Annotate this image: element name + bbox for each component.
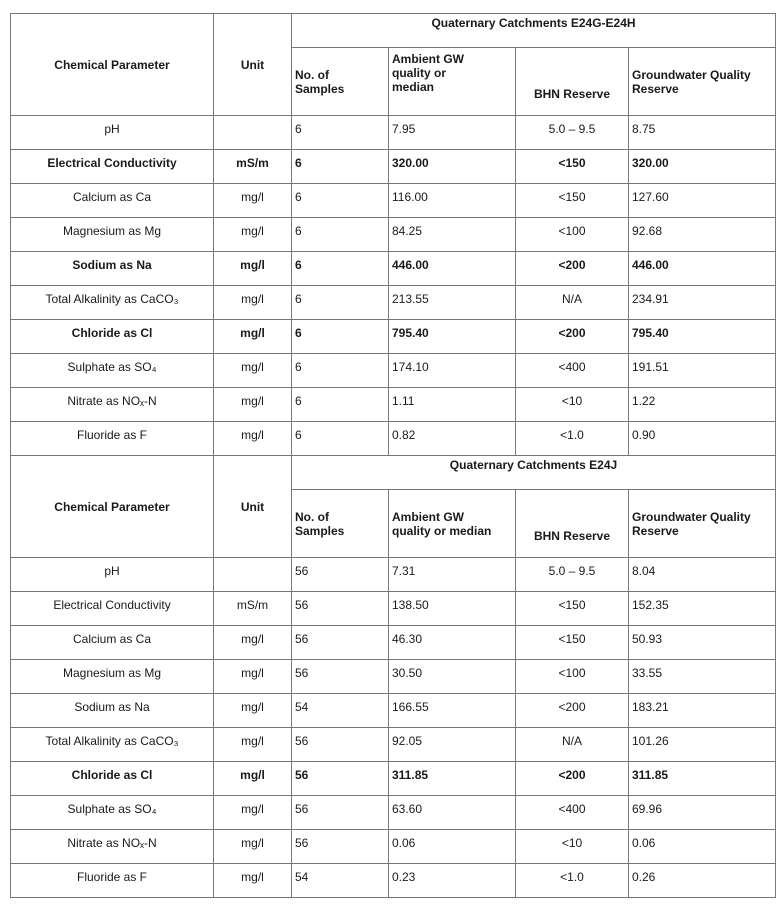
header-chemical-parameter: Chemical Parameter [11, 14, 214, 116]
cell-ambient-gw-quality: 0.23 [389, 864, 516, 898]
cell-bhn-reserve: <150 [516, 626, 629, 660]
cell-groundwater-quality-reserve: 101.26 [629, 728, 776, 762]
cell-ambient-gw-quality: 92.05 [389, 728, 516, 762]
cell-ambient-gw-quality: 320.00 [389, 150, 516, 184]
header-groundwater-quality-reserve: Groundwater Quality Reserve [629, 48, 776, 116]
cell-no-of-samples: 6 [292, 320, 389, 354]
cell-unit: mg/l [214, 728, 292, 762]
cell-chemical-parameter: Calcium as Ca [11, 626, 214, 660]
table-row [11, 184, 776, 218]
table-row [11, 354, 776, 388]
section-e24j [11, 456, 776, 558]
table-row [11, 864, 776, 898]
table-row [11, 660, 776, 694]
cell-unit: mg/l [214, 830, 292, 864]
cell-ambient-gw-quality: 213.55 [389, 286, 516, 320]
cell-chemical-parameter: Fluoride as F [11, 422, 214, 456]
table-row [11, 422, 776, 456]
header-chemical-parameter: Chemical Parameter [11, 456, 214, 558]
cell-no-of-samples: 6 [292, 184, 389, 218]
cell-unit: mg/l [214, 796, 292, 830]
cell-bhn-reserve: <200 [516, 694, 629, 728]
table-row [11, 218, 776, 252]
cell-bhn-reserve: <200 [516, 252, 629, 286]
cell-groundwater-quality-reserve: 446.00 [629, 252, 776, 286]
table-row [11, 728, 776, 762]
cell-bhn-reserve: <1.0 [516, 422, 629, 456]
cell-no-of-samples: 6 [292, 422, 389, 456]
cell-chemical-parameter: Calcium as Ca [11, 184, 214, 218]
cell-chemical-parameter: Total Alkalinity as CaCO₃ [11, 286, 214, 320]
cell-groundwater-quality-reserve: 8.04 [629, 558, 776, 592]
cell-unit [214, 558, 292, 592]
cell-bhn-reserve: <200 [516, 320, 629, 354]
table-row [11, 252, 776, 286]
cell-unit [214, 116, 292, 150]
cell-groundwater-quality-reserve: 1.22 [629, 388, 776, 422]
cell-groundwater-quality-reserve: 795.40 [629, 320, 776, 354]
table-row [11, 286, 776, 320]
cell-unit: mg/l [214, 218, 292, 252]
section-title-e24g-e24h: Quaternary Catchments E24G-E24H [292, 14, 776, 48]
cell-no-of-samples: 56 [292, 660, 389, 694]
cell-no-of-samples: 6 [292, 388, 389, 422]
table-row [11, 626, 776, 660]
cell-bhn-reserve: <100 [516, 218, 629, 252]
table-row [11, 796, 776, 830]
header-bhn-reserve: BHN Reserve [516, 490, 629, 558]
cell-groundwater-quality-reserve: 33.55 [629, 660, 776, 694]
cell-bhn-reserve: <10 [516, 388, 629, 422]
cell-no-of-samples: 56 [292, 762, 389, 796]
cell-ambient-gw-quality: 63.60 [389, 796, 516, 830]
table-row [11, 320, 776, 354]
cell-chemical-parameter: Nitrate as NOₓ-N [11, 388, 214, 422]
cell-chemical-parameter: Total Alkalinity as CaCO₃ [11, 728, 214, 762]
cell-groundwater-quality-reserve: 92.68 [629, 218, 776, 252]
cell-unit: mS/m [214, 150, 292, 184]
cell-chemical-parameter: Sodium as Na [11, 252, 214, 286]
cell-unit: mg/l [214, 388, 292, 422]
cell-unit: mg/l [214, 286, 292, 320]
cell-chemical-parameter: Sulphate as SO₄ [11, 796, 214, 830]
table-row [11, 762, 776, 796]
cell-ambient-gw-quality: 138.50 [389, 592, 516, 626]
cell-chemical-parameter: Sulphate as SO₄ [11, 354, 214, 388]
cell-groundwater-quality-reserve: 152.35 [629, 592, 776, 626]
cell-bhn-reserve: <150 [516, 150, 629, 184]
table-row [11, 694, 776, 728]
cell-no-of-samples: 56 [292, 796, 389, 830]
cell-bhn-reserve: N/A [516, 286, 629, 320]
cell-no-of-samples: 6 [292, 150, 389, 184]
header-ambient-gw-quality: Ambient GW quality or median [389, 490, 516, 558]
cell-unit: mg/l [214, 184, 292, 218]
section-e24g-e24h [11, 14, 776, 116]
cell-chemical-parameter: Sodium as Na [11, 694, 214, 728]
cell-no-of-samples: 6 [292, 116, 389, 150]
table-row [11, 558, 776, 592]
cell-bhn-reserve: <200 [516, 762, 629, 796]
cell-chemical-parameter: Electrical Conductivity [11, 150, 214, 184]
cell-groundwater-quality-reserve: 234.91 [629, 286, 776, 320]
section-e24g-e24h-rows [11, 116, 776, 456]
cell-unit: mg/l [214, 252, 292, 286]
cell-no-of-samples: 6 [292, 354, 389, 388]
cell-ambient-gw-quality: 174.10 [389, 354, 516, 388]
cell-unit: mg/l [214, 422, 292, 456]
cell-groundwater-quality-reserve: 0.90 [629, 422, 776, 456]
cell-no-of-samples: 6 [292, 252, 389, 286]
cell-bhn-reserve: 5.0 – 9.5 [516, 116, 629, 150]
header-unit: Unit [214, 456, 292, 558]
cell-ambient-gw-quality: 7.95 [389, 116, 516, 150]
cell-unit: mg/l [214, 626, 292, 660]
cell-chemical-parameter: Fluoride as F [11, 864, 214, 898]
cell-chemical-parameter: Nitrate as NOₓ-N [11, 830, 214, 864]
cell-no-of-samples: 56 [292, 592, 389, 626]
cell-groundwater-quality-reserve: 311.85 [629, 762, 776, 796]
cell-unit: mg/l [214, 320, 292, 354]
table-row [11, 388, 776, 422]
cell-bhn-reserve: <400 [516, 354, 629, 388]
cell-chemical-parameter: Chloride as Cl [11, 762, 214, 796]
cell-unit: mS/m [214, 592, 292, 626]
cell-no-of-samples: 6 [292, 218, 389, 252]
cell-unit: mg/l [214, 660, 292, 694]
table-row [11, 150, 776, 184]
header-no-of-samples: No. of Samples [292, 490, 389, 558]
cell-groundwater-quality-reserve: 0.26 [629, 864, 776, 898]
cell-ambient-gw-quality: 311.85 [389, 762, 516, 796]
cell-ambient-gw-quality: 116.00 [389, 184, 516, 218]
cell-groundwater-quality-reserve: 8.75 [629, 116, 776, 150]
cell-ambient-gw-quality: 0.82 [389, 422, 516, 456]
cell-no-of-samples: 6 [292, 286, 389, 320]
cell-no-of-samples: 56 [292, 626, 389, 660]
header-no-of-samples: No. of Samples [292, 48, 389, 116]
cell-no-of-samples: 54 [292, 864, 389, 898]
section-e24j-rows [11, 558, 776, 898]
header-groundwater-quality-reserve: Groundwater Quality Reserve [629, 490, 776, 558]
cell-bhn-reserve: N/A [516, 728, 629, 762]
cell-bhn-reserve: <1.0 [516, 864, 629, 898]
cell-groundwater-quality-reserve: 127.60 [629, 184, 776, 218]
cell-chemical-parameter: Chloride as Cl [11, 320, 214, 354]
cell-ambient-gw-quality: 795.40 [389, 320, 516, 354]
cell-groundwater-quality-reserve: 183.21 [629, 694, 776, 728]
cell-bhn-reserve: 5.0 – 9.5 [516, 558, 629, 592]
cell-ambient-gw-quality: 30.50 [389, 660, 516, 694]
cell-chemical-parameter: Magnesium as Mg [11, 218, 214, 252]
cell-unit: mg/l [214, 864, 292, 898]
cell-ambient-gw-quality: 7.31 [389, 558, 516, 592]
groundwater-quality-table [10, 13, 776, 898]
cell-ambient-gw-quality: 446.00 [389, 252, 516, 286]
cell-ambient-gw-quality: 1.11 [389, 388, 516, 422]
section-title-e24j: Quaternary Catchments E24J [292, 456, 776, 490]
header-ambient-gw-quality: Ambient GW quality or median [389, 48, 516, 116]
header-bhn-reserve: BHN Reserve [516, 48, 629, 116]
table-row [11, 830, 776, 864]
cell-no-of-samples: 54 [292, 694, 389, 728]
cell-groundwater-quality-reserve: 69.96 [629, 796, 776, 830]
cell-ambient-gw-quality: 166.55 [389, 694, 516, 728]
water-quality-document [10, 13, 775, 898]
table-row [11, 116, 776, 150]
cell-bhn-reserve: <400 [516, 796, 629, 830]
cell-groundwater-quality-reserve: 320.00 [629, 150, 776, 184]
cell-bhn-reserve: <10 [516, 830, 629, 864]
cell-chemical-parameter: Electrical Conductivity [11, 592, 214, 626]
cell-no-of-samples: 56 [292, 728, 389, 762]
header-unit: Unit [214, 14, 292, 116]
cell-ambient-gw-quality: 84.25 [389, 218, 516, 252]
cell-chemical-parameter: pH [11, 558, 214, 592]
cell-unit: mg/l [214, 354, 292, 388]
cell-bhn-reserve: <100 [516, 660, 629, 694]
cell-unit: mg/l [214, 694, 292, 728]
cell-ambient-gw-quality: 0.06 [389, 830, 516, 864]
cell-chemical-parameter: Magnesium as Mg [11, 660, 214, 694]
cell-groundwater-quality-reserve: 191.51 [629, 354, 776, 388]
table-row [11, 592, 776, 626]
cell-groundwater-quality-reserve: 50.93 [629, 626, 776, 660]
cell-no-of-samples: 56 [292, 830, 389, 864]
cell-no-of-samples: 56 [292, 558, 389, 592]
cell-bhn-reserve: <150 [516, 184, 629, 218]
cell-bhn-reserve: <150 [516, 592, 629, 626]
cell-unit: mg/l [214, 762, 292, 796]
cell-groundwater-quality-reserve: 0.06 [629, 830, 776, 864]
cell-chemical-parameter: pH [11, 116, 214, 150]
cell-ambient-gw-quality: 46.30 [389, 626, 516, 660]
